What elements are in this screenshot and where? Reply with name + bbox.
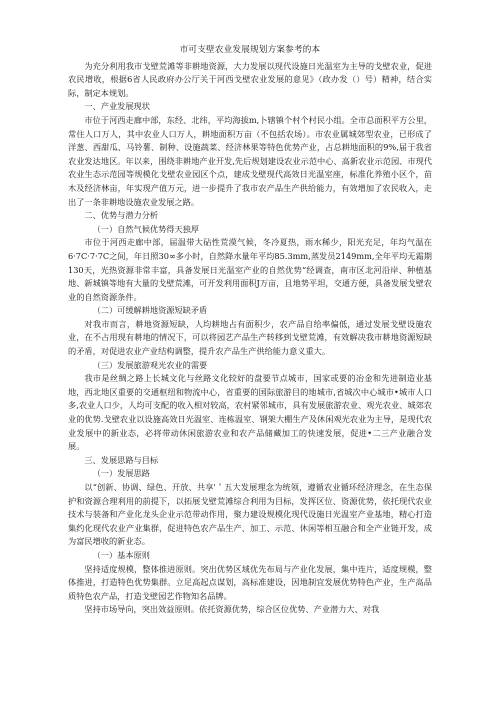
subsection-heading: （一）基本原则 (92, 549, 150, 560)
subsection-heading: （一）发展思路 (92, 468, 150, 479)
section-heading: 一、产业发展现状 (84, 101, 150, 112)
section-heading: 二、优势与潜力分析 (84, 210, 159, 221)
document-body (68, 60, 432, 617)
body-paragraph: 坚持适度规模，整体推进原则。突出优势区域优先布局与产业化发展，集中连片，适度规模，整体推进，打造特色优势集群。立足高起点谋划，高标准建设，因地制宜发展优势特色产业，生产高品质特色农产品，打造戈壁园艺作物知名品牌。 (68, 563, 432, 601)
subsection-heading: （一）自然气候优势得天独厚 (92, 223, 200, 234)
section-heading: 三、发展思路与目标 (84, 454, 159, 465)
subsection-heading: （二）可缓解耕地资源短缺矛盾 (92, 305, 208, 316)
body-paragraph: 市位于河西走廊中部，届温带大砧性荒漠气候，冬冷夏热，雨水稀少，阳光充足，年均气温在6·7C·7·7C之间，年日照30∞多小时，自然降水量年平均85.3mm,蒸发员2149mm,全年平均无霜期130天，光热资源非常丰富，具备发展日光温室产业的自然优势“经调查，南市区北河沿岸、种植基地、新城镇等地有大量的戈壁荒滩，可开发利用面积J万亩，且地势平坦，交通方便，具备发展戈壁农业的自然资源条件。 (68, 237, 432, 302)
body-paragraph: 坚持市场导向，突出效益原则。依托资源优势，综合区位优势、产业潜力大、对我 (84, 604, 380, 615)
body-paragraph: 以“创新、协调、绿色、开放、共享'＇五大发展理念为统领，遵循农业循环经济理念，在生态保护和资源合理利用的前提下，以拓展戈壁荒滩综合利用为目标，发挥区位、资源优势，依托现代农业技术与装备和产业化龙头企业示范带动作用，聚力建设规模化现代设施日光温室产业基地，精心打造集约化现代农业产业集群，促进特色农产品生产、加工、示范、休闲等相互融合和全产业链开发，成为富民增收的新业态。 (68, 482, 432, 547)
document-title: 市可支壁农业发展规划方案参考的本 (179, 45, 321, 55)
body-paragraph: 市位于河西走廊中部，东经、北纬，平均海拔m,卜辖镇个村个村民小组。全市总面积平方公里，常住人口万人，其中农业人口万人，耕地面积万亩（不包括农场）。市农业属城郊型农业，已形成了洋葱、西甜瓜、马铃薯、制种、设施蔬菜、经济林果等特色优势产业，占总耕地面积的9%,届于我省农业发达地区。年以来，围绕非耕地产业开发,先后规划建设农业示范中心、高新农业示范园、市现代农业生态示范园等规模化戈壁农业园区个点，建成戈壁现代高效日光温室座，标准化养殖小区个，苗木及经济林亩，年实现产值万元，进一步提升了我市农产品生产供给能力，有效增加了农民收入，走出了一条非耕地设施农业发展之路。 (68, 114, 432, 207)
body-paragraph: 对我市而言，耕地资源短缺，人均耕地占有面积少，农产品自给率偏低，通过发展戈壁设施农业，在不占用现有耕地的情况下，可以将园艺产品生产转移到戈壁荒滩，有效解决我市耕地资源短缺的矛盾，对促进农业产业结构调整，提升农产品生产供给能力意义重大。 (68, 318, 432, 357)
body-paragraph: 我市是丝绸之路上长城文化与丝路文化较好的盘要节点城市，国家或要的冶金和先进制造业基地，西北地区重要的交通枢纽和物流中心，省重要的国际旅游目的地城市,省城次中心城市•城市人口多,农业人口少，人均可支配的收入相对较高，农村紧邻城市，具有发展旅游农业、观光农业、城郊农业的优势.戈壁农业以设施高效日光温室、连栋温室、钢架大棚生产及休闲观光农业为主导，是现代农业发展中的新业态，必将带动休闲旅游农业和农产品储藏加工的快速发展，促进•二三产业融合发展。 (68, 373, 432, 452)
subsection-heading: （三）发展旅游观光农业的需要 (92, 359, 208, 370)
body-paragraph: 为充分利用我市戈壁荒滩等非耕地资源，大力发展以现代设施日光温室为主导的戈壁农业，促进农民增收，根据6省人民政府办公厅关于河西戈壁农业发展的意见》（政办发（）号）精神，结合实际，制定本规划。 (68, 60, 432, 98)
